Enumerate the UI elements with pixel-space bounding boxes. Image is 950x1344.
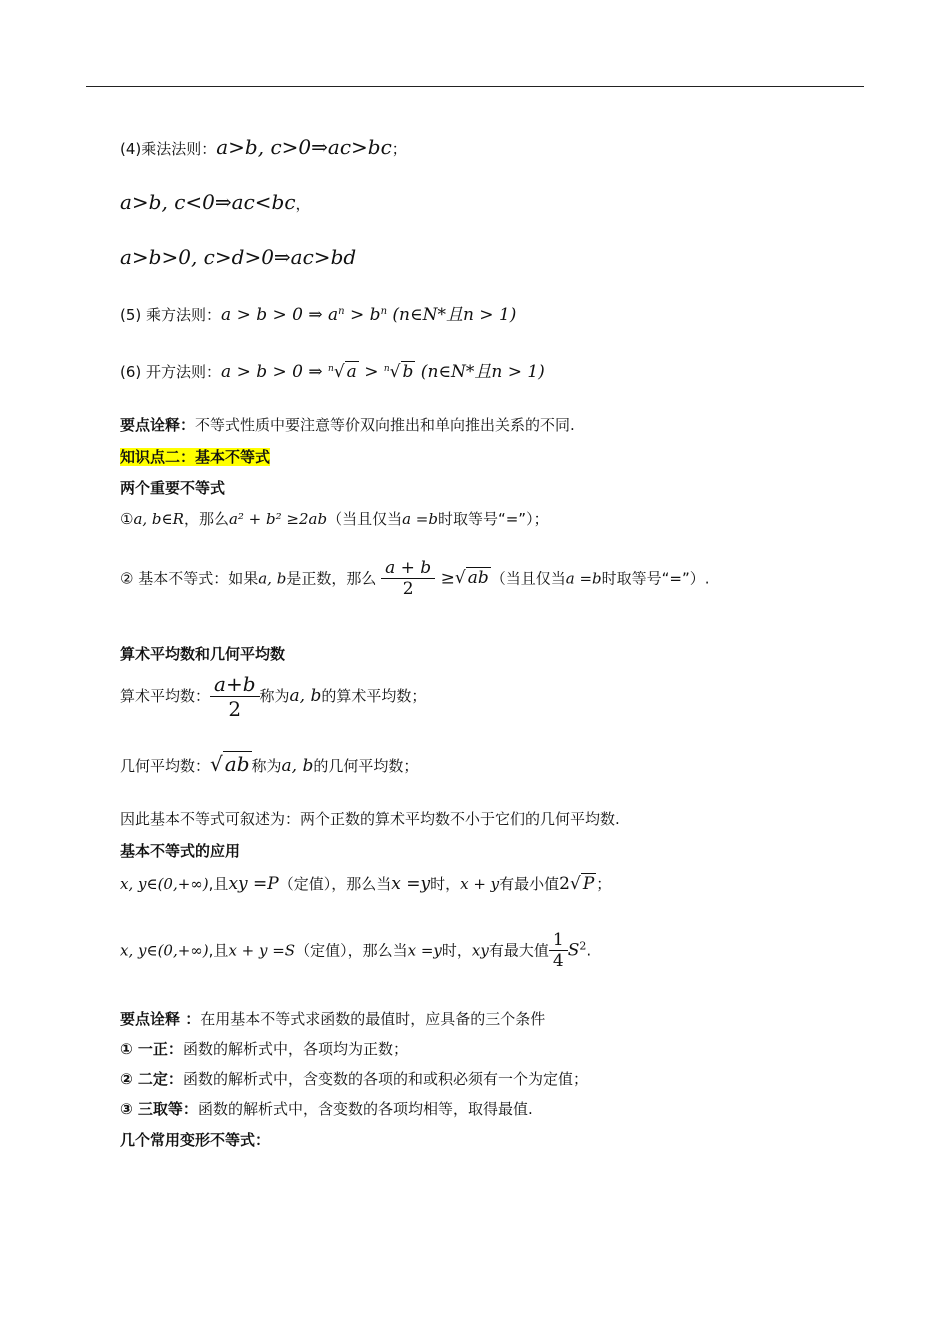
app-1-equality: x =y xyxy=(391,874,431,894)
condition-1-text: 函数的解析式中，各项均为正数； xyxy=(182,1040,408,1058)
mult-formula-1: a>b, c>0⇒ac>bc xyxy=(216,135,392,159)
arith-fraction xyxy=(210,672,259,721)
arith-label: 算术平均数： xyxy=(120,687,211,705)
geo-sqrt-radicand: ab xyxy=(224,752,250,776)
root-gt: > xyxy=(358,362,384,382)
root-radicand-2: b xyxy=(402,362,414,382)
condition-2-label: ② 二定： xyxy=(120,1070,183,1088)
item-1-condition: a, b∈R xyxy=(133,510,184,528)
root-rule-line xyxy=(120,362,545,382)
geo-vars: a, b xyxy=(281,756,314,776)
root-radicand-1: a xyxy=(346,362,357,382)
app-1-coefficient: 2 xyxy=(559,874,570,894)
app-1-sum: x + y xyxy=(460,875,500,893)
app-1-sqrt: √ P xyxy=(569,874,595,894)
app-2-exp: 2 xyxy=(579,939,587,953)
app-2-text-3: 时， xyxy=(441,941,472,960)
arith-text-2: 的算术平均数； xyxy=(321,687,427,705)
root-index-2: n xyxy=(383,364,390,374)
app-2-sum: x + y =S xyxy=(228,941,296,960)
note-1 xyxy=(120,416,575,434)
app-2-equality: x =y xyxy=(407,941,442,960)
item-2-fraction xyxy=(381,558,435,600)
header-rule xyxy=(86,86,864,87)
item-2-frac-den: 2 xyxy=(402,579,414,600)
section-2-title-line xyxy=(120,448,270,466)
mult-formula-1-end: ； xyxy=(391,140,407,158)
arith-vars: a, b xyxy=(289,686,322,706)
root-index-1: n xyxy=(328,364,334,374)
mult-formula-2: a>b, c<0⇒ac<bc xyxy=(120,190,296,214)
root-premise: a > b > 0 ⇒ xyxy=(221,362,329,382)
item-2-text-4: 时取等号“=”）. xyxy=(601,569,710,588)
app-2-text-2: （定值），那么当 xyxy=(295,941,408,960)
root-rule-label: (6) 开方法则： xyxy=(120,363,222,381)
condition-1-label: ① 一正： xyxy=(120,1040,183,1058)
app-2-fraction xyxy=(549,930,568,972)
item-2-equality: a =b xyxy=(565,569,602,588)
item-1-equality: a =b xyxy=(402,510,438,528)
variant-inequalities-title: 几个常用变形不等式： xyxy=(120,1131,271,1149)
geometric-mean-line xyxy=(120,752,418,776)
arith-text-1: 称为 xyxy=(259,687,290,705)
geo-label: 几何平均数： xyxy=(120,757,211,775)
item-1-text-1: ，那么 xyxy=(183,510,229,528)
mult-formula-2-line xyxy=(120,190,311,214)
app-2-domain: x, y∈(0,+∞) xyxy=(120,941,209,960)
app-1-text-4: 有最小值 xyxy=(499,875,560,893)
item-2-number: ② xyxy=(120,569,134,588)
arithmetic-mean-line xyxy=(120,672,426,721)
arith-frac-num: a+b xyxy=(210,672,259,697)
geo-sqrt: √ ab xyxy=(210,752,250,776)
means-summary: 因此基本不等式可叙述为：两个正数的算术平均数不小于它们的几何平均数. xyxy=(120,810,620,828)
item-2-frac-num: a + b xyxy=(381,558,435,579)
mult-formula-2-end: ， xyxy=(295,195,311,213)
item-1-formula: a² + b² ≥2ab xyxy=(228,510,328,528)
note-1-label: 要点诠释： xyxy=(120,416,196,434)
app-1-sqrt-radicand: P xyxy=(582,874,595,894)
condition-2 xyxy=(120,1070,588,1088)
root-radical-2: √ b xyxy=(389,362,414,382)
item-1-text-3: 时取等号“=”）； xyxy=(437,510,549,528)
section-2-subtitle: 两个重要不等式 xyxy=(120,479,226,497)
item-1-number: ① xyxy=(120,510,134,528)
application-max-line xyxy=(120,930,591,972)
app-1-text-3: 时， xyxy=(430,875,461,893)
condition-2-text: 函数的解析式中，含变数的各项的和或积必须有一个为定值； xyxy=(182,1070,588,1088)
power-rhs: > b xyxy=(344,305,381,325)
app-1-text-2: （定值），那么当 xyxy=(278,875,392,893)
geo-text-1: 称为 xyxy=(251,757,282,775)
app-2-product: xy xyxy=(471,941,489,960)
mult-formula-3-line xyxy=(120,245,356,269)
geo-text-2: 的几何平均数； xyxy=(313,757,419,775)
condition-3-label: ③ 三取等： xyxy=(120,1100,198,1118)
app-1-end: ； xyxy=(596,875,612,893)
note-2 xyxy=(120,1010,545,1028)
means-title: 算术平均数和几何平均数 xyxy=(120,645,286,663)
app-2-s: S xyxy=(567,940,580,961)
power-rule-label: (5) 乘方法则： xyxy=(120,306,222,324)
arith-frac-den: 2 xyxy=(228,697,242,721)
application-title: 基本不等式的应用 xyxy=(120,842,241,860)
app-2-frac-num: 1 xyxy=(549,930,568,951)
root-radical-1: √ a xyxy=(333,362,357,382)
important-inequality-1 xyxy=(120,510,549,528)
item-2-text-3: （当且仅当 xyxy=(490,569,566,588)
app-1-text-1: ,且 xyxy=(208,875,229,893)
app-1-domain: x, y∈(0,+∞) xyxy=(120,875,209,893)
mult-formula-3: a>b>0, c>d>0⇒ac>bd xyxy=(120,245,357,269)
power-condition: (n∈N*且n > 1) xyxy=(387,305,517,325)
item-2-sqrt: √ ab xyxy=(454,568,489,589)
important-inequality-2 xyxy=(120,558,710,600)
item-2-text-2: 是正数，那么 xyxy=(286,569,377,588)
power-exp-1: n xyxy=(338,306,345,317)
item-2-sqrt-radicand: ab xyxy=(467,568,489,589)
item-2-geq: ≥ xyxy=(435,568,455,589)
note-1-text: 不等式性质中要注意等价双向推出和单向推出关系的不同. xyxy=(195,416,575,434)
power-exp-2: n xyxy=(380,306,388,317)
power-premise: a > b > 0 ⇒ xyxy=(221,305,329,325)
note-2-label: 要点诠释 ： xyxy=(120,1010,201,1028)
item-2-vars: a, b xyxy=(258,569,287,588)
power-lhs: a xyxy=(328,305,339,325)
power-rule-line xyxy=(120,305,516,325)
mult-rule-line xyxy=(120,135,407,159)
item-2-text-1: 基本不等式：如果 xyxy=(133,569,259,588)
application-min-line xyxy=(120,874,611,894)
section-2-title: 知识点二：基本不等式 xyxy=(120,448,271,466)
condition-3-text: 函数的解析式中，含变数的各项均相等，取得最值. xyxy=(197,1100,533,1118)
root-condition: (n∈N*且n > 1) xyxy=(415,362,545,382)
item-1-text-2: （当且仅当 xyxy=(327,510,403,528)
app-1-product: xy =P xyxy=(228,874,279,894)
mult-rule-label: (4)乘法法则： xyxy=(120,140,217,158)
note-2-text: 在用基本不等式求函数的最值时，应具备的三个条件 xyxy=(200,1010,546,1028)
app-2-end: . xyxy=(586,941,592,960)
app-2-text-4: 有最大值 xyxy=(488,941,549,960)
condition-3 xyxy=(120,1100,533,1118)
app-2-frac-den: 4 xyxy=(552,951,564,972)
app-2-text-1: ,且 xyxy=(208,941,229,960)
condition-1 xyxy=(120,1040,408,1058)
